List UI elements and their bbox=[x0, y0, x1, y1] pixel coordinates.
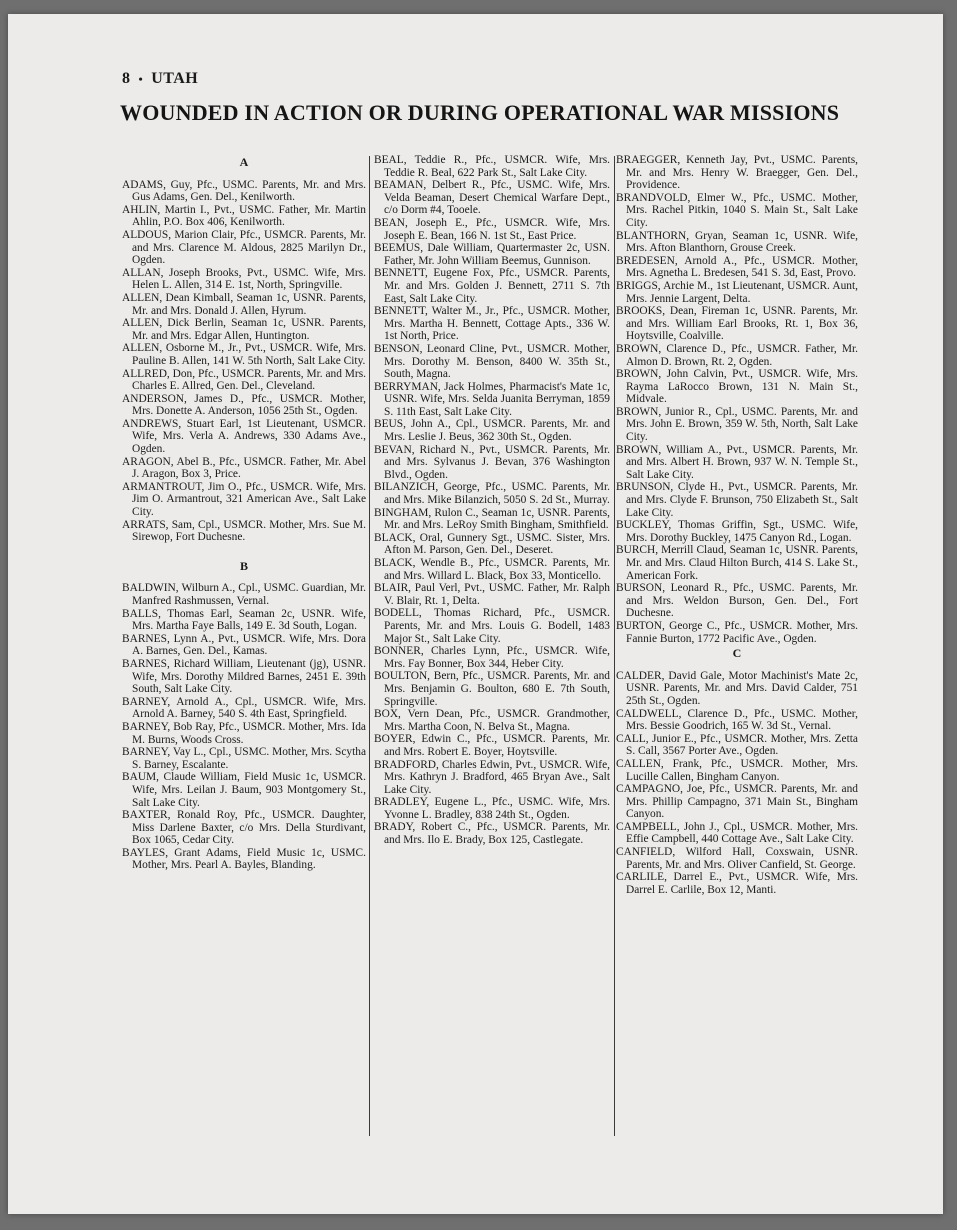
casualty-entry: ARAGON, Abel B., Pfc., USMCR. Father, Mr. Abel J. Aragon, Box 3, Price. bbox=[122, 455, 366, 481]
casualty-entry: BOULTON, Bern, Pfc., USMCR. Parents, Mr. and Mrs. Benjamin G. Boulton, 680 E. 7th South, Springville. bbox=[374, 670, 610, 708]
casualty-entry: BROOKS, Dean, Fireman 1c, USNR. Parents, Mr. and Mrs. William Earl Brooks, Rt. 1, Box 36, Hoytsville, Coalville. bbox=[616, 305, 858, 343]
page-title: WOUNDED IN ACTION OR DURING OPERATIONAL WAR MISSIONS bbox=[120, 100, 840, 125]
casualty-entry: BEAL, Teddie R., Pfc., USMCR. Wife, Mrs. Teddie R. Beal, 622 Park St., Salt Lake City. bbox=[374, 154, 610, 179]
casualty-entry: BROWN, Junior R., Cpl., USMC. Parents, Mr. and Mrs. John E. Brown, 359 W. 5th, North, Salt Lake City. bbox=[616, 405, 858, 444]
casualty-entry: CAMPBELL, John J., Cpl., USMCR. Mother, Mrs. Effie Campbell, 440 Cottage Ave., Salt Lake City. bbox=[616, 820, 858, 846]
casualty-entry: BROWN, John Calvin, Pvt., USMCR. Wife, Mrs. Rayma LaRocco Brown, 131 N. Main St., Midvale. bbox=[616, 368, 858, 406]
casualty-entry: BROWN, Clarence D., Pfc., USMCR. Father, Mr. Almon D. Brown, Rt. 2, Ogden. bbox=[616, 342, 858, 368]
casualty-entry: BOYER, Edwin C., Pfc., USMCR. Parents, Mr. and Mrs. Robert E. Boyer, Hoytsville. bbox=[374, 733, 610, 758]
column-2 bbox=[374, 154, 610, 1154]
casualty-entry: ALLEN, Osborne M., Jr., Pvt., USMCR. Wife, Mrs. Pauline B. Allen, 141 W. 5th North, Salt Lake City. bbox=[122, 342, 366, 367]
casualty-entry: BARNES, Richard William, Lieutenant (jg), USNR. Wife, Mrs. Dorothy Mildred Barnes, 2451 E. 39th South, Salt Lake City. bbox=[122, 657, 366, 696]
column-1 bbox=[122, 154, 366, 1154]
casualty-entry: BRADLEY, Eugene L., Pfc., USMC. Wife, Mrs. Yvonne L. Bradley, 838 24th St., Ogden. bbox=[374, 796, 610, 821]
casualty-entry: BRADFORD, Charles Edwin, Pvt., USMCR. Wife, Mrs. Kathryn J. Bradford, 465 Bryan Ave., Salt Lake City. bbox=[374, 758, 610, 796]
casualty-entry: BRUNSON, Clyde H., Pvt., USMCR. Parents, Mr. and Mrs. Clyde F. Brunson, 750 Elizabeth St., Salt Lake City. bbox=[616, 481, 858, 519]
casualty-entry: BARNES, Lynn A., Pvt., USMCR. Wife, Mrs. Dora A. Barnes, Gen. Del., Kamas. bbox=[122, 632, 366, 658]
casualty-entry: BARNEY, Arnold A., Cpl., USMCR. Wife, Mrs. Arnold A. Barney, 540 S. 4th East, Springfield. bbox=[122, 695, 366, 721]
section-letter: C bbox=[732, 646, 742, 661]
casualty-entry: BAYLES, Grant Adams, Field Music 1c, USMC. Mother, Mrs. Pearl A. Bayles, Blanding. bbox=[122, 846, 366, 872]
casualty-entry: CARLILE, Darrel E., Pvt., USMCR. Wife, Mrs. Darrel E. Carlile, Box 12, Manti. bbox=[616, 871, 858, 896]
casualty-entry: CALDER, David Gale, Motor Machinist's Mate 2c, USNR. Parents, Mr. and Mrs. David Calder, 751 25th St., Ogden. bbox=[616, 669, 858, 707]
casualty-entry: BOX, Vern Dean, Pfc., USMCR. Grandmother, Mrs. Martha Coon, N. Belva St., Magna. bbox=[374, 708, 610, 733]
casualty-entry: AHLIN, Martin I., Pvt., USMC. Father, Mr. Martin Ahlin, P.O. Box 406, Kenilworth. bbox=[122, 203, 366, 229]
casualty-entry: BAXTER, Ronald Roy, Pfc., USMCR. Daughter, Miss Darlene Baxter, c/o Mrs. Della Sturdivant, Box 1065, Cedar City. bbox=[122, 809, 366, 847]
casualty-entry: BERRYMAN, Jack Holmes, Pharmacist's Mate 1c, USNR. Wife, Mrs. Selda Juanita Berryman, 1859 S. 11th East, Salt Lake City. bbox=[374, 380, 610, 418]
casualty-entry: CALL, Junior E., Pfc., USMCR. Mother, Mrs. Zetta S. Call, 3567 Porter Ave., Ogden. bbox=[616, 732, 858, 758]
casualty-entry: BENNETT, Walter M., Jr., Pfc., USMCR. Mother, Mrs. Martha H. Bennett, Cottage Apts., 336 W. 1st North, Price. bbox=[374, 305, 610, 343]
casualty-entry: ALLEN, Dean Kimball, Seaman 1c, USNR. Parents, Mr. and Mrs. Donald J. Allen, Hyrum. bbox=[122, 291, 366, 317]
page-number: 8 bbox=[122, 70, 131, 87]
casualty-entry: BINGHAM, Rulon C., Seaman 1c, USNR. Parents, Mr. and Mrs. LeRoy Smith Bingham, Smithfield. bbox=[374, 506, 610, 532]
casualty-entry: BREDESEN, Arnold A., Pfc., USMCR. Mother, Mrs. Agnetha L. Bredesen, 541 S. 3d, East, Provo. bbox=[616, 254, 858, 280]
column-divider bbox=[614, 156, 615, 1136]
casualty-entry: BAUM, Claude William, Field Music 1c, USMCR. Wife, Mrs. Leilan J. Baum, 903 Montgomery St., Salt Lake City. bbox=[122, 771, 366, 809]
casualty-entry: BONNER, Charles Lynn, Pfc., USMCR. Wife, Mrs. Fay Bonner, Box 344, Heber City. bbox=[374, 645, 610, 670]
state-name: UTAH bbox=[151, 70, 199, 87]
casualty-entry: BEAN, Joseph E., Pfc., USMCR. Wife, Mrs. Joseph E. Bean, 166 N. 1st St., East Price. bbox=[374, 216, 610, 242]
casualty-entry: ALLRED, Don, Pfc., USMCR. Parents, Mr. and Mrs. Charles E. Allred, Gen. Del., Cleveland. bbox=[122, 367, 366, 393]
casualty-entry: BLAIR, Paul Verl, Pvt., USMC. Father, Mr. Ralph V. Blair, Rt. 1, Delta. bbox=[374, 582, 610, 607]
casualty-entry: BENSON, Leonard Cline, Pvt., USMCR. Mother, Mrs. Dorothy M. Benson, 8400 W. 35th St., South, Magna. bbox=[374, 342, 610, 381]
column-divider bbox=[369, 156, 370, 1136]
casualty-entry: BUCKLEY, Thomas Griffin, Sgt., USMC. Wife, Mrs. Dorothy Buckley, 1475 Canyon Rd., Logan. bbox=[616, 519, 858, 544]
casualty-entry: ALDOUS, Marion Clair, Pfc., USMCR. Parents, Mr. and Mrs. Clarence M. Aldous, 2825 Marilyn Dr., Ogden. bbox=[122, 228, 366, 267]
casualty-entry: CALDWELL, Clarence D., Pfc., USMC. Mother, Mrs. Bessie Goodrich, 165 W. 3d St., Vernal. bbox=[616, 707, 858, 733]
casualty-entry: CANFIELD, Wilford Hall, Coxswain, USNR. Parents, Mr. and Mrs. Oliver Canfield, St. George. bbox=[616, 846, 858, 871]
casualty-entry: BLACK, Oral, Gunnery Sgt., USMC. Sister, Mrs. Afton M. Parson, Gen. Del., Deseret. bbox=[374, 531, 610, 557]
casualty-entry: BALDWIN, Wilburn A., Cpl., USMC. Guardian, Mr. Manfred Rashmussen, Vernal. bbox=[122, 582, 366, 607]
casualty-entry: BEVAN, Richard N., Pvt., USMCR. Parents, Mr. and Mrs. Sylvanus J. Bevan, 376 Washington Blvd., Ogden. bbox=[374, 443, 610, 481]
header-bullet: • bbox=[138, 72, 144, 86]
casualty-entry: BURCH, Merrill Claud, Seaman 1c, USNR. Parents, Mr. and Mrs. Claud Hilton Burch, 414 S. Lake St., American Fork. bbox=[616, 544, 858, 582]
casualty-entry: BRADY, Robert C., Pfc., USMCR. Parents, Mr. and Mrs. Ilo E. Brady, Box 125, Castlegate. bbox=[374, 821, 610, 847]
casualty-entry: BRIGGS, Archie M., 1st Lieutenant, USMCR. Aunt, Mrs. Jennie Largent, Delta. bbox=[616, 279, 858, 305]
casualty-entry: ANDREWS, Stuart Earl, 1st Lieutenant, USMCR. Wife, Mrs. Verla A. Andrews, 330 Adams Ave., Ogden. bbox=[122, 417, 366, 456]
casualty-entry: BEEMUS, Dale William, Quartermaster 2c, USN. Father, Mr. John William Beemus, Gunnison. bbox=[374, 242, 610, 267]
section-letter: A bbox=[239, 155, 249, 169]
casualty-entry: BALLS, Thomas Earl, Seaman 2c, USNR. Wife, Mrs. Martha Faye Balls, 149 E. 3d South, Logan. bbox=[122, 607, 366, 633]
document-page bbox=[8, 14, 943, 1214]
casualty-entry: ALLAN, Joseph Brooks, Pvt., USMC. Wife, Mrs. Helen L. Allen, 314 E. 1st, North, Springville. bbox=[122, 266, 366, 292]
page-header bbox=[122, 70, 198, 90]
casualty-entry: BURSON, Leonard R., Pfc., USMC. Parents, Mr. and Mrs. Weldon Burson, Gen. Del., Fort Duchesne. bbox=[616, 582, 858, 620]
casualty-entry: BEUS, John A., Cpl., USMCR. Parents, Mr. and Mrs. Leslie J. Beus, 362 30th St., Ogden. bbox=[374, 418, 610, 444]
casualty-entry: ARRATS, Sam, Cpl., USMCR. Mother, Mrs. Sue M. Sirewop, Fort Duchesne. bbox=[122, 518, 366, 544]
casualty-entry: ADAMS, Guy, Pfc., USMC. Parents, Mr. and Mrs. Gus Adams, Gen. Del., Kenilworth. bbox=[122, 178, 366, 204]
casualty-entry: BARNEY, Vay L., Cpl., USMC. Mother, Mrs. Scytha S. Barney, Escalante. bbox=[122, 746, 366, 771]
casualty-entry: ANDERSON, James D., Pfc., USMCR. Mother, Mrs. Donette A. Anderson, 1056 25th St., Ogden. bbox=[122, 392, 366, 418]
casualty-entry: ALLEN, Dick Berlin, Seaman 1c, USNR. Parents, Mr. and Mrs. Edgar Allen, Huntington. bbox=[122, 317, 366, 342]
section-letter: B bbox=[239, 558, 248, 573]
casualty-entry: BARNEY, Bob Ray, Pfc., USMCR. Mother, Mrs. Ida M. Burns, Woods Cross. bbox=[122, 720, 366, 746]
casualty-entry: BLANTHORN, Gryan, Seaman 1c, USNR. Wife, Mrs. Afton Blanthorn, Grouse Creek. bbox=[616, 229, 858, 255]
casualty-entry: BURTON, George C., Pfc., USMCR. Mother, Mrs. Fannie Burton, 1772 Pacific Ave., Ogden. bbox=[616, 619, 858, 645]
casualty-entry: CAMPAGNO, Joe, Pfc., USMCR. Parents, Mr. and Mrs. Phillip Campagno, 371 Main St., Bingham Canyon. bbox=[616, 783, 858, 821]
casualty-entry: BILANZICH, George, Pfc., USMC. Parents, Mr. and Mrs. Mike Bilanzich, 5050 S. 2d St., Murray. bbox=[374, 481, 610, 507]
casualty-entry: BRAEGGER, Kenneth Jay, Pvt., USMC. Parents, Mr. and Mrs. Henry W. Braegger, Gen. Del., Providence. bbox=[616, 154, 858, 192]
casualty-entry: BENNETT, Eugene Fox, Pfc., USMCR. Parents, Mr. and Mrs. Golden J. Bennett, 2711 S. 7th East, Salt Lake City. bbox=[374, 267, 610, 305]
casualty-entry: BEAMAN, Delbert R., Pfc., USMC. Wife, Mrs. Velda Beaman, Desert Chemical Warfare Dept., c/o Dorm #4, Tooele. bbox=[374, 179, 610, 217]
casualty-entry: BODELL, Thomas Richard, Pfc., USMCR. Parents, Mr. and Mrs. Louis G. Bodell, 1483 Major St., Salt Lake City. bbox=[374, 607, 610, 645]
casualty-entry: ARMANTROUT, Jim O., Pfc., USMCR. Wife, Mrs. Jim O. Armantrout, 321 American Ave., Salt Lake City. bbox=[122, 480, 366, 519]
casualty-entry: BRANDVOLD, Elmer W., Pfc., USMC. Mother, Mrs. Rachel Pitkin, 1040 S. Main St., Salt Lake City. bbox=[616, 191, 858, 229]
casualty-entry: CALLEN, Frank, Pfc., USMCR. Mother, Mrs. Lucille Callen, Bingham Canyon. bbox=[616, 757, 858, 783]
column-3 bbox=[616, 154, 858, 1154]
casualty-entry: BROWN, William A., Pvt., USMCR. Parents, Mr. and Mrs. Albert H. Brown, 937 W. N. Temple St., Salt Lake City. bbox=[616, 443, 858, 481]
casualty-entry: BLACK, Wendle B., Pfc., USMCR. Parents, Mr. and Mrs. Willard L. Black, Box 33, Monticello. bbox=[374, 557, 610, 582]
section-spacer bbox=[122, 544, 366, 558]
